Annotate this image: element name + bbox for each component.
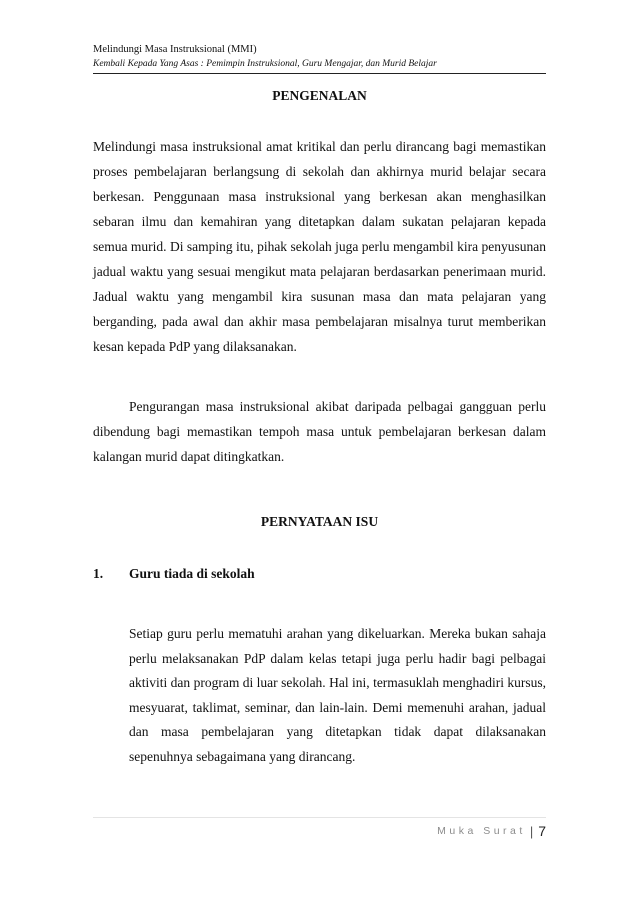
page-footer: [437, 823, 546, 839]
footer-label: Muka Surat: [437, 825, 526, 837]
footer-separator: |: [529, 823, 534, 839]
page-number: 7: [538, 823, 546, 839]
issue-body: Setiap guru perlu mematuhi arahan yang dikeluarkan. Mereka bukan sahaja perlu melaksanakan PdP dalam kelas tetapi juga perlu hadir bagi pelbagai aktiviti dan program di luar sekolah. Hal ini, termasuklah menghadiri kursus, mesyuarat, taklimat, seminar, dan lain-lain. Demi memenuhi arahan, jadual dan masa pembelajaran yang ditetapkan tidak dapat dilaksanakan sepenuhnya sebagaimana yang dirancang.: [129, 626, 546, 764]
issue-number: 1.: [93, 566, 104, 581]
issue-title: Guru tiada di sekolah: [129, 566, 255, 581]
section-heading-pernyataan-isu: PERNYATAAN ISU: [260, 514, 379, 529]
running-header-subtitle: Kembali Kepada Yang Asas : Pemimpin Instruksional, Guru Mengajar, dan Murid Belajar: [93, 59, 437, 69]
footer-divider: [93, 817, 546, 818]
header-divider: [93, 73, 546, 74]
paragraph-introduction: Melindungi masa instruksional amat kritikal dan perlu dirancang bagi memastikan proses pembelajaran berlangsung di sekolah dan akhirnya murid belajar secara berkesan. Penggunaan masa instruksional yang berkesan akan menghasilkan sebaran ilmu dan kemahiran yang ditetapkan dalam sukatan pelajaran kepada semua murid. Di samping itu, pihak sekolah juga perlu mengambil kira penyusunan jadual waktu yang sesuai mengikut mata pelajaran berdasarkan penerimaan murid. Jadual waktu yang mengambil kira susunan masa dan mata pelajaran yang berganding, pada awal dan akhir masa pembelajaran misalnya turut memberikan kesan kepada PdP yang dilaksanakan.: [93, 139, 546, 354]
paragraph-reduction: Pengurangan masa instruksional akibat daripada pelbagai gangguan perlu dibendung bagi memastikan tempoh masa untuk pembelajaran berkesan dalam kalangan murid dapat ditingkatkan.: [93, 399, 546, 464]
section-heading-pengenalan: PENGENALAN: [272, 88, 367, 103]
running-header-title: Melindungi Masa Instruksional (MMI): [93, 44, 257, 55]
